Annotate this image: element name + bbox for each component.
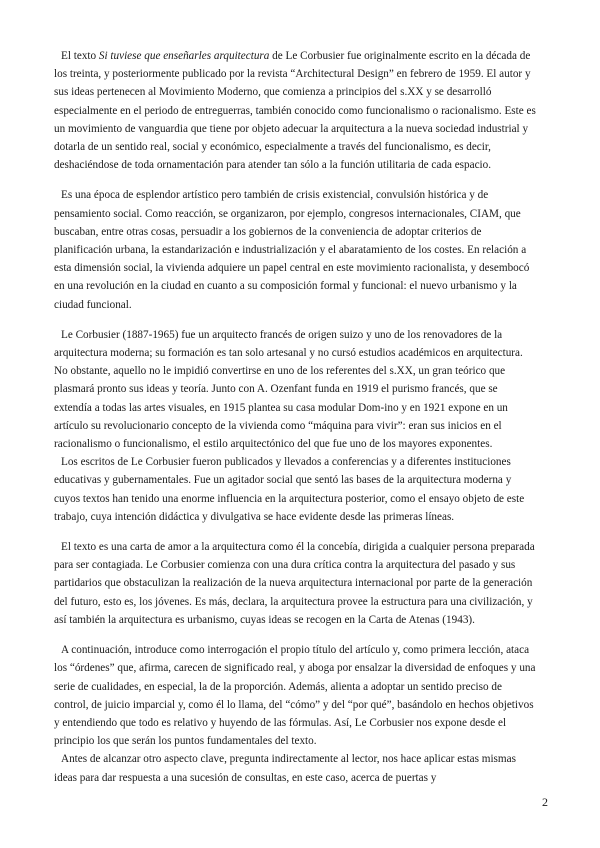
paragraph-1-intro: El texto	[61, 50, 99, 62]
essay-title: Si tuviese que enseñarles arquitectura	[98, 50, 270, 62]
paragraph-1-rest: de Le Corbusier fue originalmente escrito en la década de los treinta, y posteriormente publicado por la revista “Architectural Design” en febrero de 1959. El autor y sus ideas pertenecen al Movimiento Moderno, que comienza a principios del s.XX y se desarrolló especialmente en el periodo de entreguerras, también conocido como funcionalismo o racionalismo. Este es un movimiento de vanguardia que tiene por objeto adecuar la arquitectura a la nueva sociedad industrial y dotarla de un sentido real, social y económico, especialmente a través del funcionalismo, es decir, deshaciéndose de toda ornamentación para atender tan sólo a la función utilitaria de cada espacio.	[54, 50, 536, 172]
body-text	[54, 47, 538, 787]
paragraph-5: El texto es una carta de amor a la arquitectura como él la concebía, dirigida a cualquier persona preparada para ser contagiada. Le Corbusier comienza con una dura crítica contra la arquitectura del pasado y sus partidarios que obstaculizan la realización de la nueva arquitectura internacional por parte de la generación del futuro, esto es, los jóvenes. Es más, declara, la arquitectura provee la estructura para una civilización, y así también la arquitectura es urbanismo, cuyas ideas se recogen en la Carta de Atenas (1943).	[54, 541, 535, 626]
paragraph-7: Antes de alcanzar otro aspecto clave, pregunta indirectamente al lector, nos hace aplicar estas mismas ideas para dar respuesta a una sucesión de consultas, en este caso, acerca de puertas y	[54, 753, 516, 784]
paragraph-6: A continuación, introduce como interrogación el propio título del artículo y, como primera lección, ataca los “órdenes” que, afirma, carecen de significado real, y aboga por ensalzar la diversidad de enfoques y una serie de cualidades, en especial, la de la proporción. Además, alienta a adoptar un sentido preciso de control, de juicio imparcial y, como él lo llama, del “cómo” y del “por qué”, basándolo en hechos objetivos y entendiendo que todo es relativo y huyendo de las fórmulas. Así, Le Corbusier nos expone desde el principio los que serán los puntos fundamentales del texto.	[54, 644, 536, 748]
paragraph-1	[54, 47, 538, 174]
paragraph-3: Le Corbusier (1887-1965) fue un arquitecto francés de origen suizo y uno de los renovadores de la arquitectura moderna; su formación es tan solo artesanal y no cursó estudios académicos en arquitectura. No obstante, aquello no le impidió convertirse en uno de los referentes del s.XX, un gran teórico que plasmará pronto sus ideas y teoría. Junto con A. Ozenfant funda en 1919 el purismo francés, que se extendía a todas las artes visuales, en 1915 plantea su casa modular Dom-ino y en 1921 expone en un artículo su revolucionario concepto de la vivienda como “máquina para vivir”: eran sus inicios en el racionalismo o funcionalismo, el estilo arquitectónico del que fue uno de los mayores exponentes.	[54, 328, 523, 451]
paragraph-2: Es una época de esplendor artístico pero también de crisis existencial, convulsión histórica y de pensamiento social. Como reacción, se organizaron, por ejemplo, congresos internacionales, CIAM, que buscaban, entre otras cosas, persuadir a los gobiernos de la conveniencia de adoptar criterios de planificación urbana, la estandarización e industrialización y el abaratamiento de los costes. En relación a esta dimensión social, la vivienda adquiere un papel central en este movimiento racionalista, y desembocó en una revolución en la ciudad en cuanto a su composición formal y funcional: el nuevo urbanismo y la ciudad funcional.	[54, 189, 530, 311]
paragraph-4: Los escritos de Le Corbusier fueron publicados y llevados a conferencias y a diferentes instituciones educativas y gubernamentales. Fue un agitador social que sentó las bases de la arquitectura moderna y cuyos textos han tenido una enorme influencia en la arquitectura posterior, como el ensayo objeto de este trabajo, cuya intención didáctica y divulgativa se hace evidente desde las primeras líneas.	[54, 456, 525, 523]
page-number: 2	[542, 795, 548, 809]
